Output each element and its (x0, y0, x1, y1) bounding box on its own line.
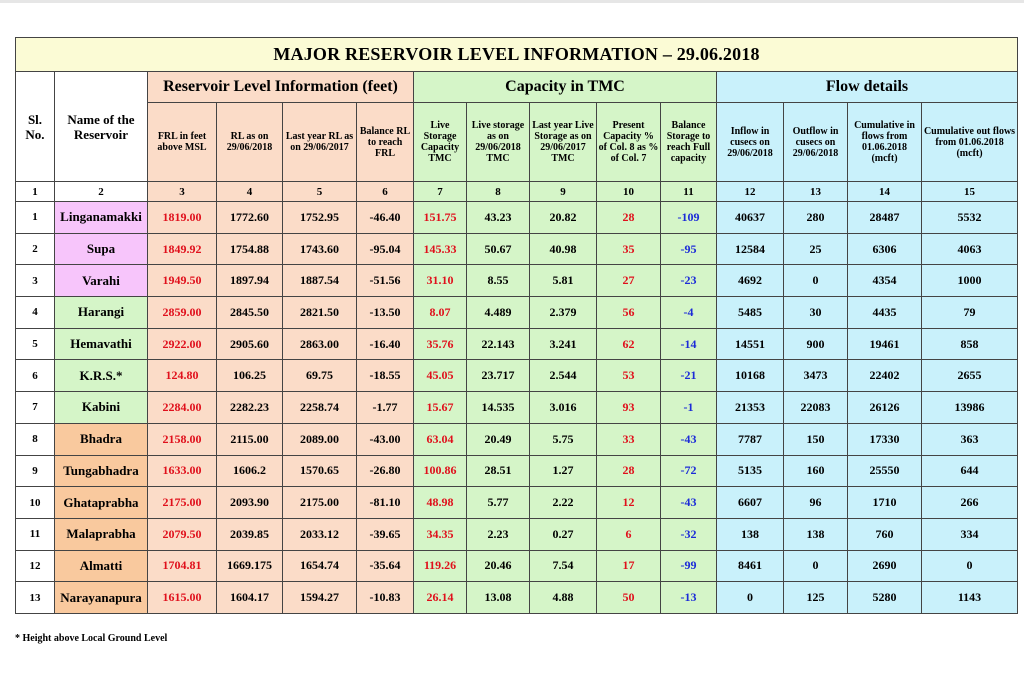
table-row (16, 202, 1018, 234)
sl-no-cell: 1 (16, 202, 55, 234)
header-balance-rl: Balance RL to reach FRL (357, 103, 414, 182)
reservoir-name-cell: Bhadra (55, 423, 148, 455)
sl-no-cell: 7 (16, 392, 55, 424)
live-capacity-cell: 26.14 (414, 582, 467, 614)
sl-no-cell: 6 (16, 360, 55, 392)
rl-cell: 2905.60 (217, 328, 283, 360)
table-row (16, 487, 1018, 519)
last-live-storage-cell: 5.75 (530, 423, 597, 455)
live-storage-cell: 20.46 (467, 550, 530, 582)
cumulative-outflow-cell: 5532 (922, 202, 1018, 234)
rl-cell: 2845.50 (217, 297, 283, 329)
present-capacity-cell: 28 (597, 455, 661, 487)
inflow-cell: 12584 (717, 233, 784, 265)
outflow-cell: 0 (784, 265, 848, 297)
rl-cell: 2282.23 (217, 392, 283, 424)
group-header-capacity: Capacity in TMC (414, 72, 717, 103)
cumulative-outflow-cell: 334 (922, 518, 1018, 550)
table-row (16, 328, 1018, 360)
present-capacity-cell: 17 (597, 550, 661, 582)
column-number-row (16, 182, 1018, 202)
live-storage-cell: 28.51 (467, 455, 530, 487)
reservoir-table (15, 37, 1018, 614)
last-live-storage-cell: 3.016 (530, 392, 597, 424)
last-rl-cell: 1654.74 (283, 550, 357, 582)
table-row (16, 582, 1018, 614)
present-capacity-cell: 93 (597, 392, 661, 424)
balance-rl-cell: -43.00 (357, 423, 414, 455)
frl-cell: 2284.00 (148, 392, 217, 424)
last-rl-cell: 2821.50 (283, 297, 357, 329)
outflow-cell: 0 (784, 550, 848, 582)
present-capacity-cell: 62 (597, 328, 661, 360)
cumulative-outflow-cell: 79 (922, 297, 1018, 329)
balance-storage-cell: -1 (661, 392, 717, 424)
sl-no-cell: 11 (16, 518, 55, 550)
column-number: 1 (16, 182, 55, 202)
inflow-cell: 8461 (717, 550, 784, 582)
last-live-storage-cell: 40.98 (530, 233, 597, 265)
present-capacity-cell: 50 (597, 582, 661, 614)
header-rl: RL as on 29/06/2018 (217, 103, 283, 182)
frl-cell: 2922.00 (148, 328, 217, 360)
cumulative-outflow-cell: 2655 (922, 360, 1018, 392)
group-header-level: Reservoir Level Information (feet) (148, 72, 414, 103)
sl-no-cell: 3 (16, 265, 55, 297)
inflow-cell: 10168 (717, 360, 784, 392)
frl-cell: 2079.50 (148, 518, 217, 550)
column-number: 2 (55, 182, 148, 202)
last-rl-cell: 2089.00 (283, 423, 357, 455)
last-rl-cell: 1594.27 (283, 582, 357, 614)
reservoir-name-cell: Ghataprabha (55, 487, 148, 519)
column-number: 11 (661, 182, 717, 202)
balance-rl-cell: -35.64 (357, 550, 414, 582)
header-live-capacity: Live Storage Capacity TMC (414, 103, 467, 182)
last-live-storage-cell: 20.82 (530, 202, 597, 234)
cumulative-outflow-cell: 266 (922, 487, 1018, 519)
last-live-storage-cell: 2.22 (530, 487, 597, 519)
header-balance-storage: Balance Storage to reach Full capacity (661, 103, 717, 182)
frl-cell: 1849.92 (148, 233, 217, 265)
outflow-cell: 150 (784, 423, 848, 455)
sl-no-cell: 10 (16, 487, 55, 519)
reservoir-rows (16, 202, 1018, 614)
cumulative-inflow-cell: 28487 (848, 202, 922, 234)
inflow-cell: 138 (717, 518, 784, 550)
cumulative-inflow-cell: 22402 (848, 360, 922, 392)
present-capacity-cell: 56 (597, 297, 661, 329)
sl-no-cell: 4 (16, 297, 55, 329)
column-number: 12 (717, 182, 784, 202)
present-capacity-cell: 27 (597, 265, 661, 297)
table-row (16, 360, 1018, 392)
cumulative-outflow-cell: 1000 (922, 265, 1018, 297)
group-header-flow: Flow details (717, 72, 1018, 103)
balance-rl-cell: -46.40 (357, 202, 414, 234)
cumulative-inflow-cell: 6306 (848, 233, 922, 265)
header-inflow: Inflow in cusecs on 29/06/2018 (717, 103, 784, 182)
live-storage-cell: 4.489 (467, 297, 530, 329)
live-storage-cell: 23.717 (467, 360, 530, 392)
header-outflow: Outflow in cusecs on 29/06/2018 (784, 103, 848, 182)
sl-no-cell: 9 (16, 455, 55, 487)
live-storage-cell: 13.08 (467, 582, 530, 614)
live-storage-cell: 22.143 (467, 328, 530, 360)
last-live-storage-cell: 7.54 (530, 550, 597, 582)
table-row (16, 423, 1018, 455)
frl-cell: 1949.50 (148, 265, 217, 297)
live-storage-cell: 50.67 (467, 233, 530, 265)
present-capacity-cell: 12 (597, 487, 661, 519)
cumulative-inflow-cell: 1710 (848, 487, 922, 519)
cumulative-inflow-cell: 17330 (848, 423, 922, 455)
balance-storage-cell: -43 (661, 423, 717, 455)
live-capacity-cell: 35.76 (414, 328, 467, 360)
cumulative-outflow-cell: 13986 (922, 392, 1018, 424)
balance-storage-cell: -23 (661, 265, 717, 297)
column-number: 7 (414, 182, 467, 202)
present-capacity-cell: 6 (597, 518, 661, 550)
rl-cell: 2039.85 (217, 518, 283, 550)
last-rl-cell: 2258.74 (283, 392, 357, 424)
column-number: 9 (530, 182, 597, 202)
rl-cell: 2093.90 (217, 487, 283, 519)
live-capacity-cell: 45.05 (414, 360, 467, 392)
last-rl-cell: 2175.00 (283, 487, 357, 519)
column-number: 3 (148, 182, 217, 202)
table-row (16, 233, 1018, 265)
balance-rl-cell: -16.40 (357, 328, 414, 360)
last-rl-cell: 2033.12 (283, 518, 357, 550)
reservoir-name-cell: Supa (55, 233, 148, 265)
outflow-cell: 160 (784, 455, 848, 487)
last-rl-cell: 2863.00 (283, 328, 357, 360)
cumulative-outflow-cell: 858 (922, 328, 1018, 360)
reservoir-name-cell: Hemavathi (55, 328, 148, 360)
cumulative-outflow-cell: 644 (922, 455, 1018, 487)
live-capacity-cell: 34.35 (414, 518, 467, 550)
last-rl-cell: 1570.65 (283, 455, 357, 487)
live-capacity-cell: 15.67 (414, 392, 467, 424)
header-sl-no: Sl. No. (16, 72, 55, 182)
cumulative-inflow-cell: 25550 (848, 455, 922, 487)
header-live-storage: Live storage as on 29/06/2018 TMC (467, 103, 530, 182)
present-capacity-cell: 28 (597, 202, 661, 234)
table-row (16, 550, 1018, 582)
reservoir-name-cell: Malaprabha (55, 518, 148, 550)
balance-storage-cell: -43 (661, 487, 717, 519)
table-row (16, 265, 1018, 297)
live-storage-cell: 5.77 (467, 487, 530, 519)
live-capacity-cell: 48.98 (414, 487, 467, 519)
live-storage-cell: 8.55 (467, 265, 530, 297)
frl-cell: 2175.00 (148, 487, 217, 519)
column-number: 13 (784, 182, 848, 202)
live-storage-cell: 2.23 (467, 518, 530, 550)
live-capacity-cell: 119.26 (414, 550, 467, 582)
outflow-cell: 138 (784, 518, 848, 550)
frl-cell: 2158.00 (148, 423, 217, 455)
outflow-cell: 96 (784, 487, 848, 519)
reservoir-name-cell: Linganamakki (55, 202, 148, 234)
present-capacity-cell: 53 (597, 360, 661, 392)
reservoir-name-cell: Tungabhadra (55, 455, 148, 487)
live-capacity-cell: 63.04 (414, 423, 467, 455)
header-cumulative-inflow: Cumulative in flows from 01.06.2018 (mcft) (848, 103, 922, 182)
last-live-storage-cell: 2.544 (530, 360, 597, 392)
outflow-cell: 900 (784, 328, 848, 360)
live-capacity-cell: 31.10 (414, 265, 467, 297)
inflow-cell: 5135 (717, 455, 784, 487)
inflow-cell: 40637 (717, 202, 784, 234)
last-live-storage-cell: 3.241 (530, 328, 597, 360)
sl-no-cell: 13 (16, 582, 55, 614)
header-reservoir-name: Name of the Reservoir (55, 72, 148, 182)
inflow-cell: 7787 (717, 423, 784, 455)
balance-storage-cell: -14 (661, 328, 717, 360)
rl-cell: 2115.00 (217, 423, 283, 455)
cumulative-inflow-cell: 19461 (848, 328, 922, 360)
rl-cell: 1754.88 (217, 233, 283, 265)
reservoir-name-cell: Almatti (55, 550, 148, 582)
balance-rl-cell: -95.04 (357, 233, 414, 265)
balance-storage-cell: -109 (661, 202, 717, 234)
reservoir-name-cell: Narayanapura (55, 582, 148, 614)
last-live-storage-cell: 2.379 (530, 297, 597, 329)
balance-storage-cell: -99 (661, 550, 717, 582)
balance-rl-cell: -13.50 (357, 297, 414, 329)
table-row (16, 297, 1018, 329)
frl-cell: 1819.00 (148, 202, 217, 234)
live-capacity-cell: 151.75 (414, 202, 467, 234)
rl-cell: 1604.17 (217, 582, 283, 614)
sl-no-cell: 12 (16, 550, 55, 582)
outflow-cell: 22083 (784, 392, 848, 424)
frl-cell: 1615.00 (148, 582, 217, 614)
balance-storage-cell: -13 (661, 582, 717, 614)
cumulative-outflow-cell: 1143 (922, 582, 1018, 614)
inflow-cell: 6607 (717, 487, 784, 519)
cumulative-inflow-cell: 760 (848, 518, 922, 550)
sl-no-cell: 2 (16, 233, 55, 265)
inflow-cell: 14551 (717, 328, 784, 360)
inflow-cell: 21353 (717, 392, 784, 424)
header-frl: FRL in feet above MSL (148, 103, 217, 182)
last-rl-cell: 69.75 (283, 360, 357, 392)
balance-rl-cell: -1.77 (357, 392, 414, 424)
table-row (16, 455, 1018, 487)
balance-storage-cell: -95 (661, 233, 717, 265)
inflow-cell: 5485 (717, 297, 784, 329)
outflow-cell: 3473 (784, 360, 848, 392)
balance-rl-cell: -81.10 (357, 487, 414, 519)
rl-cell: 1772.60 (217, 202, 283, 234)
reservoir-name-cell: Varahi (55, 265, 148, 297)
sl-no-cell: 5 (16, 328, 55, 360)
table-row (16, 392, 1018, 424)
last-live-storage-cell: 4.88 (530, 582, 597, 614)
cumulative-inflow-cell: 2690 (848, 550, 922, 582)
live-capacity-cell: 145.33 (414, 233, 467, 265)
column-number: 4 (217, 182, 283, 202)
page-title: MAJOR RESERVOIR LEVEL INFORMATION – 29.06.2018 (16, 38, 1018, 72)
last-rl-cell: 1752.95 (283, 202, 357, 234)
sl-no-cell: 8 (16, 423, 55, 455)
outflow-cell: 25 (784, 233, 848, 265)
frl-cell: 2859.00 (148, 297, 217, 329)
live-capacity-cell: 100.86 (414, 455, 467, 487)
outflow-cell: 280 (784, 202, 848, 234)
balance-storage-cell: -32 (661, 518, 717, 550)
rl-cell: 1606.2 (217, 455, 283, 487)
live-storage-cell: 43.23 (467, 202, 530, 234)
last-rl-cell: 1743.60 (283, 233, 357, 265)
outflow-cell: 30 (784, 297, 848, 329)
live-storage-cell: 20.49 (467, 423, 530, 455)
reservoir-name-cell: K.R.S.* (55, 360, 148, 392)
balance-rl-cell: -18.55 (357, 360, 414, 392)
balance-rl-cell: -51.56 (357, 265, 414, 297)
rl-cell: 1897.94 (217, 265, 283, 297)
last-rl-cell: 1887.54 (283, 265, 357, 297)
table-row (16, 518, 1018, 550)
column-number: 5 (283, 182, 357, 202)
present-capacity-cell: 33 (597, 423, 661, 455)
cumulative-outflow-cell: 0 (922, 550, 1018, 582)
column-number: 8 (467, 182, 530, 202)
cumulative-inflow-cell: 4354 (848, 265, 922, 297)
frl-cell: 124.80 (148, 360, 217, 392)
frl-cell: 1704.81 (148, 550, 217, 582)
frl-cell: 1633.00 (148, 455, 217, 487)
reservoir-name-cell: Kabini (55, 392, 148, 424)
last-live-storage-cell: 5.81 (530, 265, 597, 297)
column-number: 15 (922, 182, 1018, 202)
header-present-capacity: Present Capacity % of Col. 8 as % of Col. 7 (597, 103, 661, 182)
header-last-live-storage: Last year Live Storage as on 29/06/2017 TMC (530, 103, 597, 182)
inflow-cell: 0 (717, 582, 784, 614)
cumulative-inflow-cell: 26126 (848, 392, 922, 424)
inflow-cell: 4692 (717, 265, 784, 297)
column-number: 6 (357, 182, 414, 202)
present-capacity-cell: 35 (597, 233, 661, 265)
column-number: 14 (848, 182, 922, 202)
balance-rl-cell: -10.83 (357, 582, 414, 614)
reservoir-name-cell: Harangi (55, 297, 148, 329)
cumulative-inflow-cell: 4435 (848, 297, 922, 329)
balance-storage-cell: -72 (661, 455, 717, 487)
balance-storage-cell: -4 (661, 297, 717, 329)
header-last-rl: Last year RL as on 29/06/2017 (283, 103, 357, 182)
column-number: 10 (597, 182, 661, 202)
live-capacity-cell: 8.07 (414, 297, 467, 329)
cumulative-outflow-cell: 363 (922, 423, 1018, 455)
balance-storage-cell: -21 (661, 360, 717, 392)
rl-cell: 106.25 (217, 360, 283, 392)
cumulative-inflow-cell: 5280 (848, 582, 922, 614)
live-storage-cell: 14.535 (467, 392, 530, 424)
last-live-storage-cell: 0.27 (530, 518, 597, 550)
top-border (0, 0, 1024, 3)
outflow-cell: 125 (784, 582, 848, 614)
header-cumulative-outflow: Cumulative out flows from 01.06.2018 (mcft) (922, 103, 1018, 182)
footnote: * Height above Local Ground Level (15, 633, 168, 644)
balance-rl-cell: -39.65 (357, 518, 414, 550)
last-live-storage-cell: 1.27 (530, 455, 597, 487)
balance-rl-cell: -26.80 (357, 455, 414, 487)
cumulative-outflow-cell: 4063 (922, 233, 1018, 265)
rl-cell: 1669.175 (217, 550, 283, 582)
